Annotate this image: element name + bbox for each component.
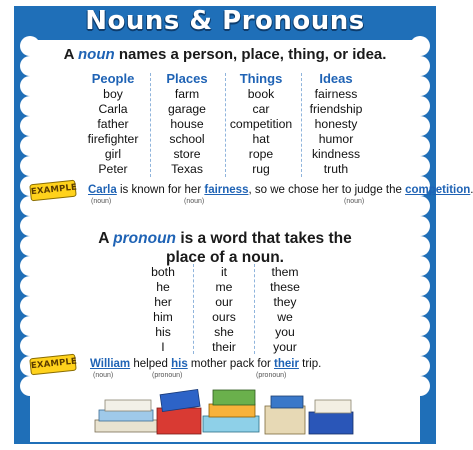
list-item: girl xyxy=(104,147,122,161)
list-item: they xyxy=(273,295,297,309)
noun-tag: (noun) xyxy=(93,372,114,379)
noun-keyword: noun xyxy=(78,46,115,63)
example-noun-competition: competition xyxy=(405,184,471,196)
sentence-text: trip. xyxy=(298,358,322,370)
example-badge: EXAMPLE xyxy=(29,354,77,376)
pronoun-definition-prefix: A xyxy=(98,230,109,247)
list-item: kindness xyxy=(311,147,361,161)
list-item: boy xyxy=(103,87,123,101)
list-item: firefighter xyxy=(87,132,139,146)
list-item: he xyxy=(156,280,170,294)
pronoun-definition-line2: place of a noun. xyxy=(166,249,284,266)
list-item: it xyxy=(220,265,228,279)
list-item: rope xyxy=(248,147,274,161)
list-item: their xyxy=(212,340,236,354)
pronoun-tag: (pronoun) xyxy=(256,372,287,379)
list-item: Carla xyxy=(98,102,128,116)
list-item: fairness xyxy=(314,87,358,101)
header-things: Things xyxy=(239,71,283,86)
list-item: farm xyxy=(174,87,200,101)
example-noun-william: William xyxy=(90,358,131,370)
list-item: hat xyxy=(252,132,270,146)
list-item: house xyxy=(170,117,204,131)
noun-definition-suffix: names a person, place, thing, or idea. xyxy=(118,46,387,63)
list-item: store xyxy=(173,147,201,161)
books-illustration xyxy=(95,386,355,438)
places-list xyxy=(145,87,229,177)
poster-title: Nouns & Pronouns xyxy=(85,6,365,36)
list-item: honesty xyxy=(314,117,358,131)
list-item: competition xyxy=(229,117,293,131)
pronoun-definition-line1 xyxy=(30,229,420,248)
list-item: father xyxy=(97,117,129,131)
example-pronoun-his: his xyxy=(171,358,188,370)
list-item: school xyxy=(169,132,205,146)
sentence-text: helped xyxy=(130,358,172,370)
list-item: me xyxy=(215,280,233,294)
example-noun-carla: Carla xyxy=(88,184,117,196)
list-item: she xyxy=(214,325,234,339)
pronoun-list-2 xyxy=(194,265,254,355)
example-badge: EXAMPLE xyxy=(29,180,77,202)
list-item: humor xyxy=(318,132,354,146)
pronoun-list-1 xyxy=(133,265,193,355)
list-item: ours xyxy=(212,310,236,324)
list-item: I xyxy=(161,340,165,354)
people-list xyxy=(71,87,155,177)
list-item: rug xyxy=(252,162,270,176)
list-item: friendship xyxy=(309,102,363,116)
example-noun-fairness: fairness xyxy=(204,184,249,196)
list-item: your xyxy=(273,340,297,354)
list-item: we xyxy=(277,310,293,324)
pronoun-keyword: pronoun xyxy=(113,230,177,247)
list-item: garage xyxy=(168,102,206,116)
list-item: both xyxy=(151,265,175,279)
ideas-list xyxy=(294,87,378,177)
header-places: Places xyxy=(166,71,208,86)
noun-example-sentence xyxy=(88,184,473,196)
noun-tag: (noun) xyxy=(91,198,112,205)
list-item: book xyxy=(247,87,275,101)
things-list xyxy=(219,87,303,177)
noun-tag: (noun) xyxy=(344,198,365,205)
pronoun-example-sentence xyxy=(90,358,321,370)
list-item: her xyxy=(154,295,172,309)
noun-definition xyxy=(30,46,420,63)
pronoun-tag: (pronoun) xyxy=(152,372,183,379)
sentence-text: mother pack for xyxy=(187,358,275,370)
list-item: Texas xyxy=(171,162,203,176)
sentence-text: is known for her xyxy=(116,184,205,196)
list-item: these xyxy=(270,280,300,294)
list-item: his xyxy=(155,325,171,339)
list-item: him xyxy=(153,310,173,324)
pronoun-list-3 xyxy=(255,265,315,355)
noun-tag: (noun) xyxy=(184,198,205,205)
header-ideas: Ideas xyxy=(319,71,353,86)
sentence-text: , so we chose her to judge the xyxy=(248,184,406,196)
pronoun-definition xyxy=(30,229,420,267)
list-item: Peter xyxy=(98,162,128,176)
list-item: you xyxy=(275,325,295,339)
list-item: our xyxy=(215,295,233,309)
noun-definition-prefix: A xyxy=(63,46,74,63)
list-item: them xyxy=(271,265,299,279)
pronoun-definition-suffix: is a word that takes the xyxy=(180,230,352,247)
list-item: car xyxy=(252,102,270,116)
list-item: truth xyxy=(323,162,349,176)
example-pronoun-their: their xyxy=(274,358,299,370)
header-people: People xyxy=(91,71,135,86)
